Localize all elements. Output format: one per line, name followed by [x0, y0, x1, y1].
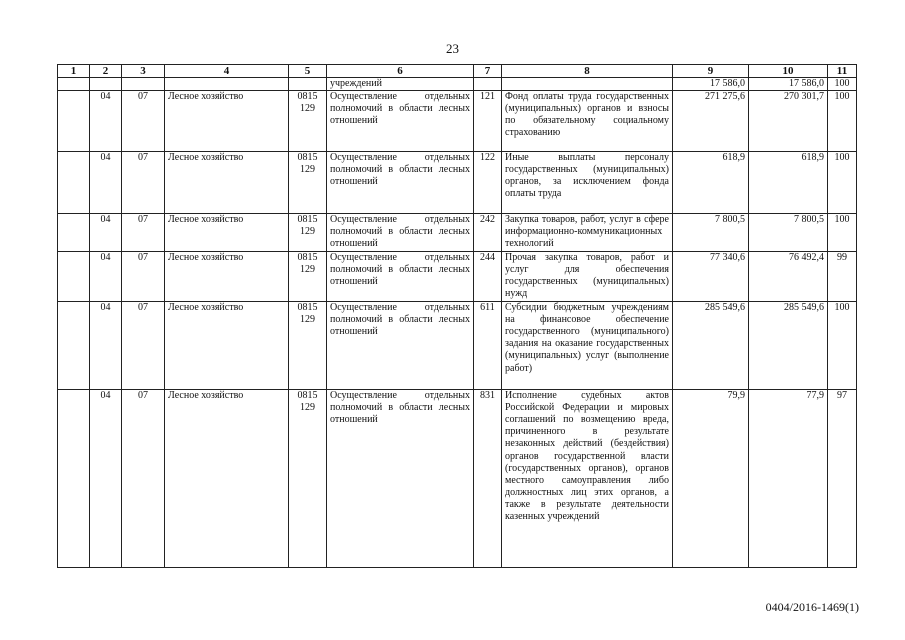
cell-section-name: Лесное хозяйство	[165, 252, 289, 302]
cell-subsection: 07	[122, 390, 165, 568]
cell-empty	[58, 152, 90, 214]
cell-percent: 97	[828, 390, 857, 568]
cell-empty	[90, 78, 122, 91]
cell-target-code: 0815 129	[289, 302, 327, 390]
cell-target-name: Осуществление отдельных полномочий в области лесных отношений	[327, 152, 474, 214]
page-number: 23	[446, 41, 459, 56]
table-row	[58, 252, 857, 302]
cell-empty	[58, 214, 90, 252]
header-col-1: 1	[58, 65, 90, 78]
cell-target-name: Осуществление отдельных полномочий в области лесных отношений	[327, 214, 474, 252]
header-row	[58, 65, 857, 78]
header-col-11: 11	[828, 65, 857, 78]
header-col-2: 2	[90, 65, 122, 78]
header-col-5: 5	[289, 65, 327, 78]
cell-section-name: Лесное хозяйство	[165, 214, 289, 252]
cell-expense-type: 244	[474, 252, 502, 302]
cell-section: 04	[90, 390, 122, 568]
cell-expense-type: 121	[474, 91, 502, 152]
cell-section: 04	[90, 252, 122, 302]
cell-amount-plan: 79,9	[673, 390, 749, 568]
cell-section-name: Лесное хозяйство	[165, 91, 289, 152]
header-col-7: 7	[474, 65, 502, 78]
cell-amount-actual: 17 586,0	[749, 78, 828, 91]
cell-expense-type: 122	[474, 152, 502, 214]
cell-target-code: 0815 129	[289, 252, 327, 302]
cell-percent: 100	[828, 214, 857, 252]
cell-empty	[289, 78, 327, 91]
cell-amount-plan: 77 340,6	[673, 252, 749, 302]
cell-expense-name: Субсидии бюджетным учреждениям на финансовое обеспечение государственного (муниципального) задания на оказание государственных (муниципальных) услуг (выполнение работ)	[502, 302, 673, 390]
cell-section: 04	[90, 302, 122, 390]
cell-amount-actual: 618,9	[749, 152, 828, 214]
cell-section-name: Лесное хозяйство	[165, 390, 289, 568]
cell-percent: 100	[828, 78, 857, 91]
table-row	[58, 152, 857, 214]
table-row	[58, 302, 857, 390]
cell-empty	[502, 78, 673, 91]
cell-section-name: Лесное хозяйство	[165, 152, 289, 214]
cell-empty	[58, 390, 90, 568]
cell-target-code: 0815 129	[289, 390, 327, 568]
cell-subsection: 07	[122, 214, 165, 252]
cell-subsection: 07	[122, 252, 165, 302]
cell-expense-name: Закупка товаров, работ, услуг в сфере информационно-коммуникационных технологий	[502, 214, 673, 252]
header-col-9: 9	[673, 65, 749, 78]
cell-target-name: Осуществление отдельных полномочий в области лесных отношений	[327, 252, 474, 302]
cell-amount-plan: 7 800,5	[673, 214, 749, 252]
document-code: 0404/2016-1469(1)	[765, 600, 859, 614]
cell-subsection: 07	[122, 91, 165, 152]
cell-target-code: 0815 129	[289, 91, 327, 152]
cell-expense-name: Фонд оплаты труда государственных (муниципальных) органов и взносы по обязательному социальному страхованию	[502, 91, 673, 152]
cell-expense-name: Исполнение судебных актов Российской Федерации и мировых соглашений по возмещению вреда, причиненного в результате незаконных действий (бездействия) органов государственной власти (государственных органов), органов местного самоуправления либо должностных лиц этих органов, а также в результате деятельности казенных учреждений	[502, 390, 673, 568]
cell-subsection: 07	[122, 152, 165, 214]
cell-target-name: Осуществление отдельных полномочий в области лесных отношений	[327, 302, 474, 390]
cell-expense-type: 242	[474, 214, 502, 252]
cell-amount-plan: 618,9	[673, 152, 749, 214]
cell-amount-plan: 17 586,0	[673, 78, 749, 91]
cell-target-code: 0815 129	[289, 214, 327, 252]
continuation-row	[58, 78, 857, 91]
cell-empty	[58, 91, 90, 152]
cell-section-name: Лесное хозяйство	[165, 302, 289, 390]
cell-empty	[58, 78, 90, 91]
cell-section: 04	[90, 214, 122, 252]
cell-empty	[122, 78, 165, 91]
cell-percent: 99	[828, 252, 857, 302]
header-col-3: 3	[122, 65, 165, 78]
cell-empty	[474, 78, 502, 91]
cell-expense-name: Прочая закупка товаров, работ и услуг для обеспечения государственных (муниципальных) нужд	[502, 252, 673, 302]
cell-amount-actual: 7 800,5	[749, 214, 828, 252]
cell-section: 04	[90, 152, 122, 214]
cell-target-name: Осуществление отдельных полномочий в области лесных отношений	[327, 390, 474, 568]
cell-expense-type: 611	[474, 302, 502, 390]
cell-amount-plan: 285 549,6	[673, 302, 749, 390]
cell-amount-actual: 270 301,7	[749, 91, 828, 152]
cell-subsection: 07	[122, 302, 165, 390]
cell-target-code: 0815 129	[289, 152, 327, 214]
header-col-8: 8	[502, 65, 673, 78]
budget-table	[57, 64, 857, 568]
cell-section: 04	[90, 91, 122, 152]
cell-empty	[165, 78, 289, 91]
table-row	[58, 214, 857, 252]
cell-amount-actual: 77,9	[749, 390, 828, 568]
cell-percent: 100	[828, 302, 857, 390]
cell-empty	[58, 252, 90, 302]
cell-empty	[58, 302, 90, 390]
cell-amount-actual: 76 492,4	[749, 252, 828, 302]
cell-amount-actual: 285 549,6	[749, 302, 828, 390]
cell-target-name: Осуществление отдельных полномочий в области лесных отношений	[327, 91, 474, 152]
cell-name: учреждений	[327, 78, 474, 91]
table-row	[58, 390, 857, 568]
header-col-6: 6	[327, 65, 474, 78]
cell-percent: 100	[828, 152, 857, 214]
header-col-4: 4	[165, 65, 289, 78]
table-row	[58, 91, 857, 152]
header-col-10: 10	[749, 65, 828, 78]
cell-amount-plan: 271 275,6	[673, 91, 749, 152]
cell-percent: 100	[828, 91, 857, 152]
cell-expense-type: 831	[474, 390, 502, 568]
cell-expense-name: Иные выплаты персоналу государственных (муниципальных) органов, за исключением фонда оплаты труда	[502, 152, 673, 214]
